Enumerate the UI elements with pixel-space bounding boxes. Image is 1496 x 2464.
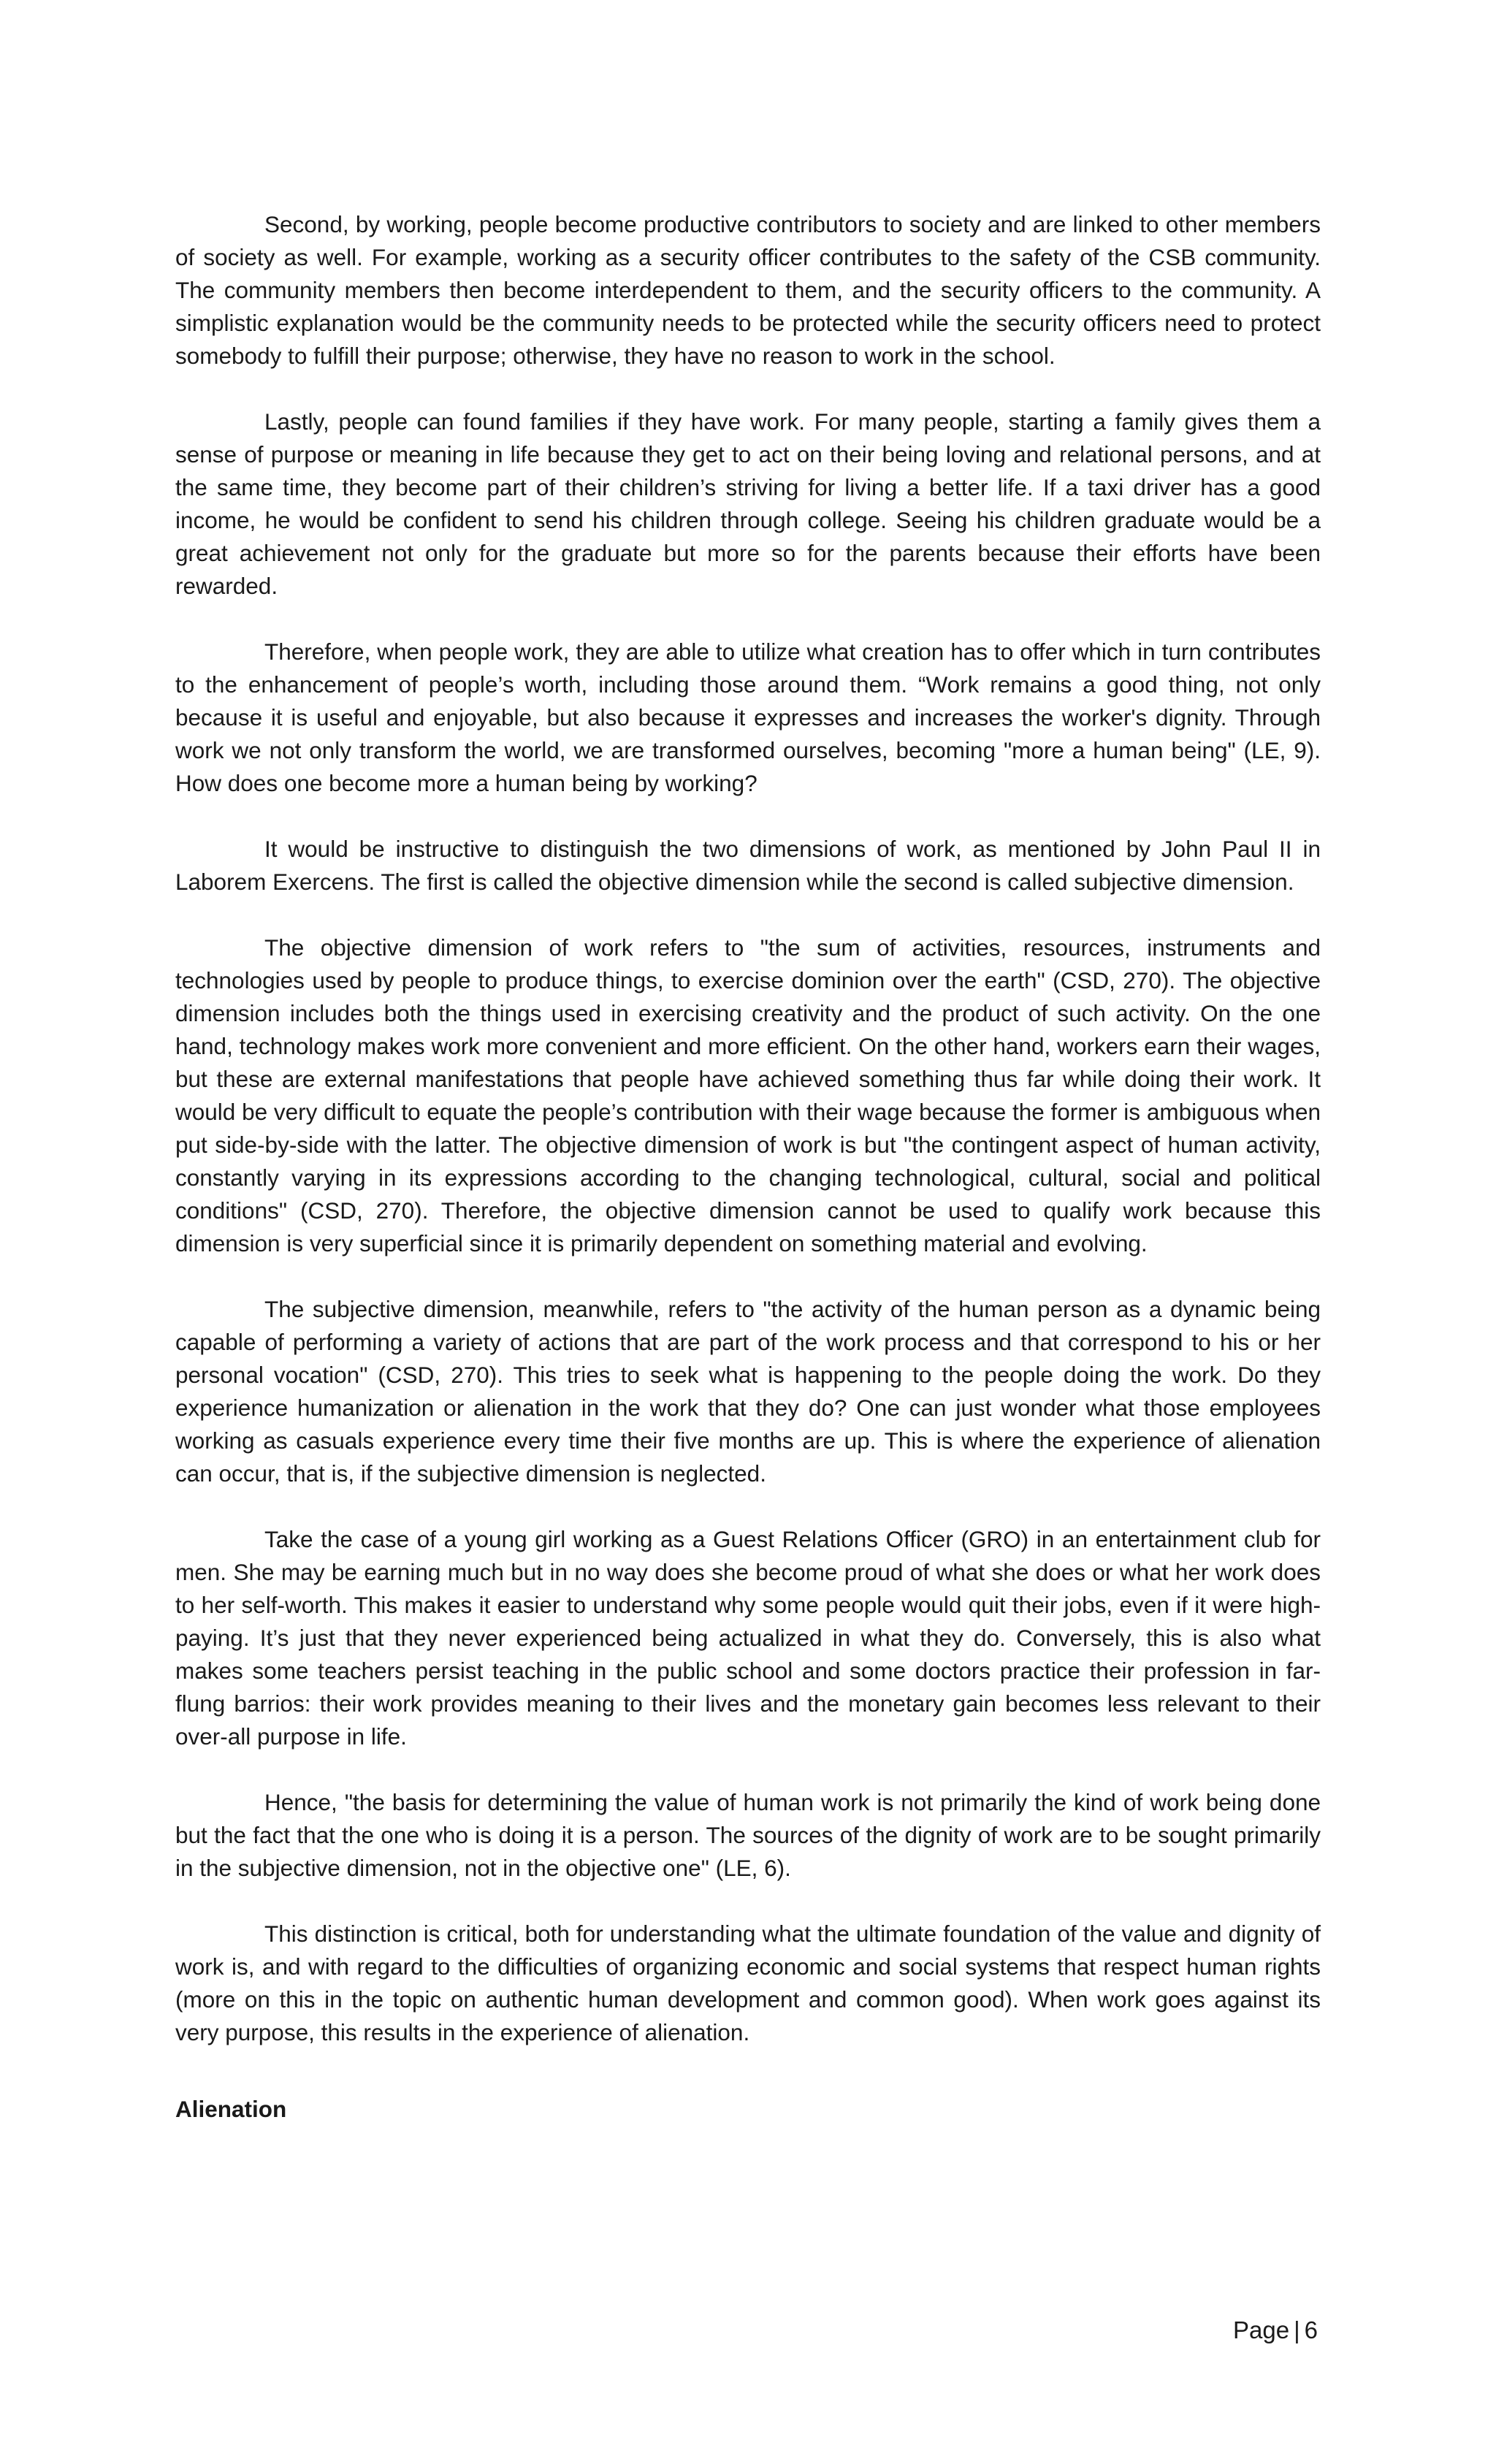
paragraph-dignity: Therefore, when people work, they are able to utilize what creation has to offer which in turn contributes to the enhancement of people’s worth, including those around them. “Work remains a good thing, not only because it is useful and enjoyable, but also because it expresses and increases the worker's dignity. Through work we not only transform the world, we are transformed ourselves, becoming "more a human being" (LE, 9). How does one become more a human being by working? xyxy=(175,638,1321,796)
page-footer xyxy=(1096,2314,1318,2346)
paragraph-two-dimensions: It would be instructive to distinguish the two dimensions of work, as mentioned by John Paul II in Laborem Exercens. The first is called the objective dimension while the second is called subjective dimension. xyxy=(175,836,1321,895)
paragraph-objective-dimension: The objective dimension of work refers to "the sum of activities, resources, instruments and technologies used by people to produce things, to exercise dominion over the earth" (CSD, 270). The objective dimension includes both the things used in exercising creativity and the product of such activity. On the one hand, technology makes work more convenient and more efficient. On the other hand, workers earn their wages, but these are external manifestations that people have achieved something thus far while doing their work. It would be very difficult to equate the people’s contribution with their wage because the former is ambiguous when put side-by-side with the latter. The objective dimension of work is but "the contingent aspect of human activity, constantly varying in its expressions according to the changing technological, cultural, social and political conditions" (CSD, 270). Therefore, the objective dimension cannot be used to qualify work because this dimension is very superficial since it is primarily dependent on something material and evolving. xyxy=(175,934,1321,1256)
paragraph-families: Lastly, people can found families if they have work. For many people, starting a family gives them a sense of purpose or meaning in life because they get to act on their being loving and relational persons, and at the same time, they become part of their children’s striving for living a better life. If a taxi driver has a good income, he would be confident to send his children through college. Seeing his children graduate would be a great achievement not only for the graduate but more so for the parents because their efforts have been rewarded. xyxy=(175,408,1321,599)
body-text xyxy=(175,208,1321,2126)
paragraph-subjective-dimension: The subjective dimension, meanwhile, refers to "the activity of the human person as a dynamic being capable of performing a variety of actions that are part of the work process and that correspond to his or her personal vocation" (CSD, 270). This tries to seek what is happening to the people doing the work. Do they experience humanization or alienation in the work that they do? One can just wonder what those employees working as casuals experience every time their five months are up. This is where the experience of alienation can occur, that is, if the subjective dimension is neglected. xyxy=(175,1296,1321,1487)
paragraph-contributors: Second, by working, people become productive contributors to society and are linked to other members of society as well. For example, working as a security officer contributes to the safety of the CSB community. The community members then become interdependent to them, and the security officers to the community. A simplistic explanation would be the community needs to be protected while the security officers need to protect somebody to fulfill their purpose; otherwise, they have no reason to work in the school. xyxy=(175,211,1321,369)
page-label: Page xyxy=(1232,2316,1290,2343)
page-number: 6 xyxy=(1304,2316,1318,2343)
paragraph-basis-of-value: Hence, "the basis for determining the value of human work is not primarily the kind of work being done but the fact that the one who is doing it is a person. The sources of the dignity of work are to be sought primarily in the subjective dimension, not in the objective one" (LE, 6). xyxy=(175,1789,1321,1881)
section-heading-alienation: Alienation xyxy=(175,2096,287,2122)
page-separator: | xyxy=(1294,2316,1300,2343)
paragraph-gro-example: Take the case of a young girl working as a Guest Relations Officer (GRO) in an entertainment club for men. She may be earning much but in no way does she become proud of what she does or what her work does to her self-worth. This makes it easier to understand why some people would quit their jobs, even if it were high-paying. It’s just that they never experienced being actualized in what they do. Conversely, this is also what makes some teachers persist teaching in the public school and some doctors practice their profession in far-flung barrios: their work provides meaning to their lives and the monetary gain becomes less relevant to their over-all purpose in life. xyxy=(175,1526,1321,1750)
paragraph-distinction: This distinction is critical, both for understanding what the ultimate foundation of the value and dignity of work is, and with regard to the difficulties of organizing economic and social systems that respect human rights (more on this in the topic on authentic human development and common good). When work goes against its very purpose, this results in the experience of alienation. xyxy=(175,1921,1321,2045)
